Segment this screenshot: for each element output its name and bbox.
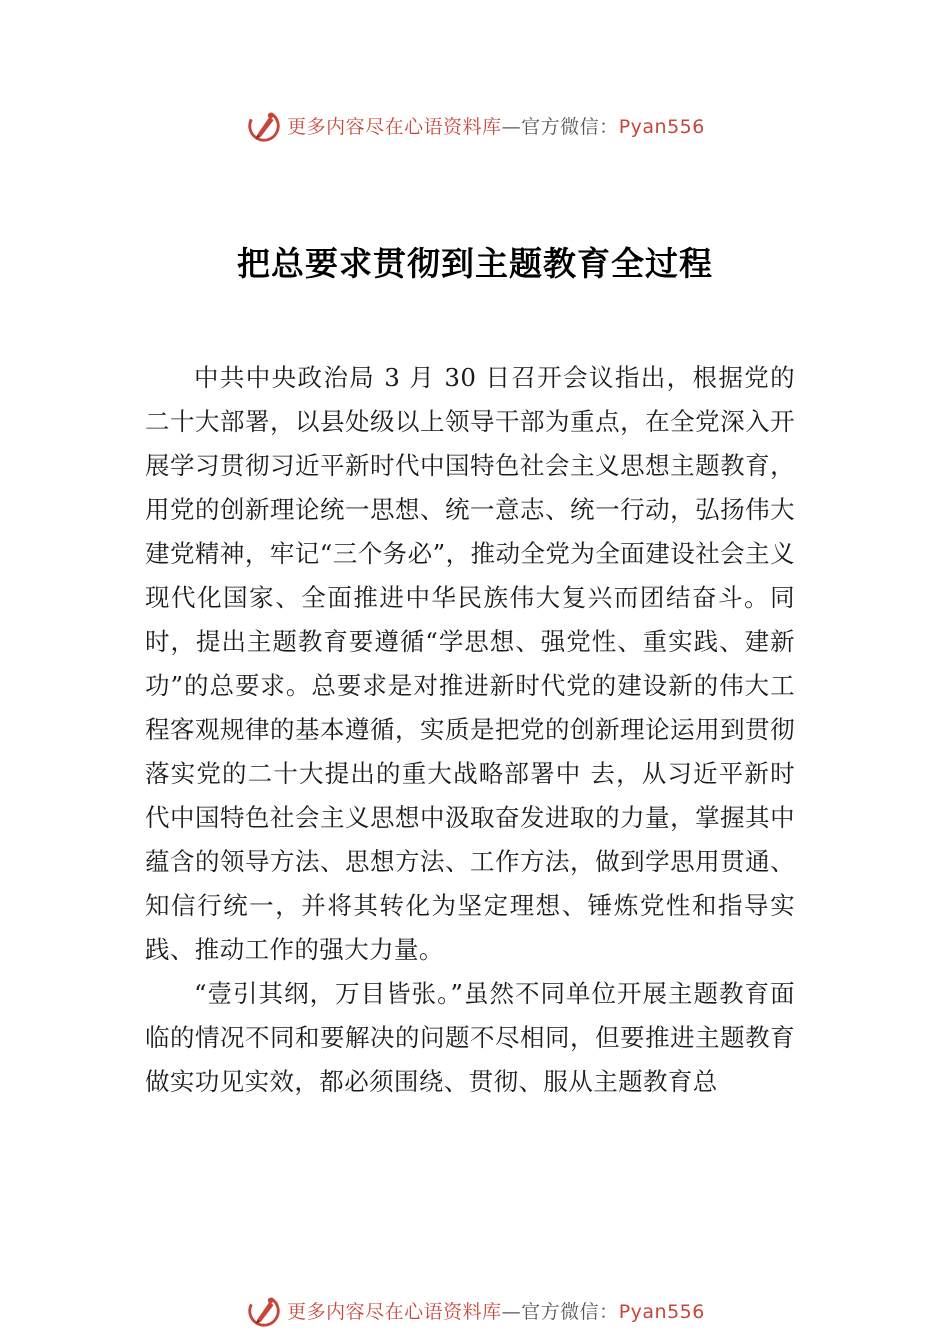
banner-label: 更多内容尽在心语资料库: [287, 115, 502, 138]
pen-nib-logo-icon: [245, 106, 283, 144]
document-title: 把总要求贯彻到主题教育全过程: [237, 244, 713, 283]
wechat-id: Pyan556: [618, 1300, 705, 1323]
wechat-label: 官方微信：: [521, 115, 619, 138]
banner-separator: —: [501, 1300, 522, 1323]
header-banner: [0, 105, 950, 145]
paragraph: “壹引其纲，万目皆张。”虽然不同单位开展主题教育面临的情况不同和要解决的问题不尽相同，但要推进主题教育做实功见实效，都必须围绕、贯彻、服从主题教育总: [145, 979, 795, 1096]
wechat-label: 官方微信：: [521, 1300, 619, 1323]
pen-nib-logo-icon: [245, 1291, 283, 1329]
paragraph: 中共中央政治局 3 月 30 日召开会议指出，根据党的二十大部署，以县处级以上领导干部为重点，在全党深入开展学习贯彻习近平新时代中国特色社会主义思想主题教育，用党的创新理论统一思想、统一意志、统一行动，弘扬伟大建党精神，牢记“三个务必”，推动全党为全面建设社会主义现代化国家、全面推进中华民族伟大复兴而团结奋斗。同时，提出主题教育要遵循“学思想、强党性、重实践、建新功”的总要求。总要求是对推进新时代党的建设新的伟大工程客观规律的基本遵循，实质是把党的创新理论运用到贯彻落实党的二十大提出的重大战略部署中 去，从习近平新时代中国特色社会主义思想中汲取奋发进取的力量，掌握其中蕴含的领导方法、思想方法、工作方法，做到学思用贯通、知信行统一，并将其转化为坚定理想、锤炼党性和指导实践、推动工作的强大力量。: [145, 363, 795, 964]
wechat-id: Pyan556: [618, 115, 705, 138]
banner-separator: —: [501, 115, 522, 138]
footer-banner: [0, 1290, 950, 1330]
banner-label: 更多内容尽在心语资料库: [287, 1300, 502, 1323]
document-body: [145, 356, 795, 1104]
